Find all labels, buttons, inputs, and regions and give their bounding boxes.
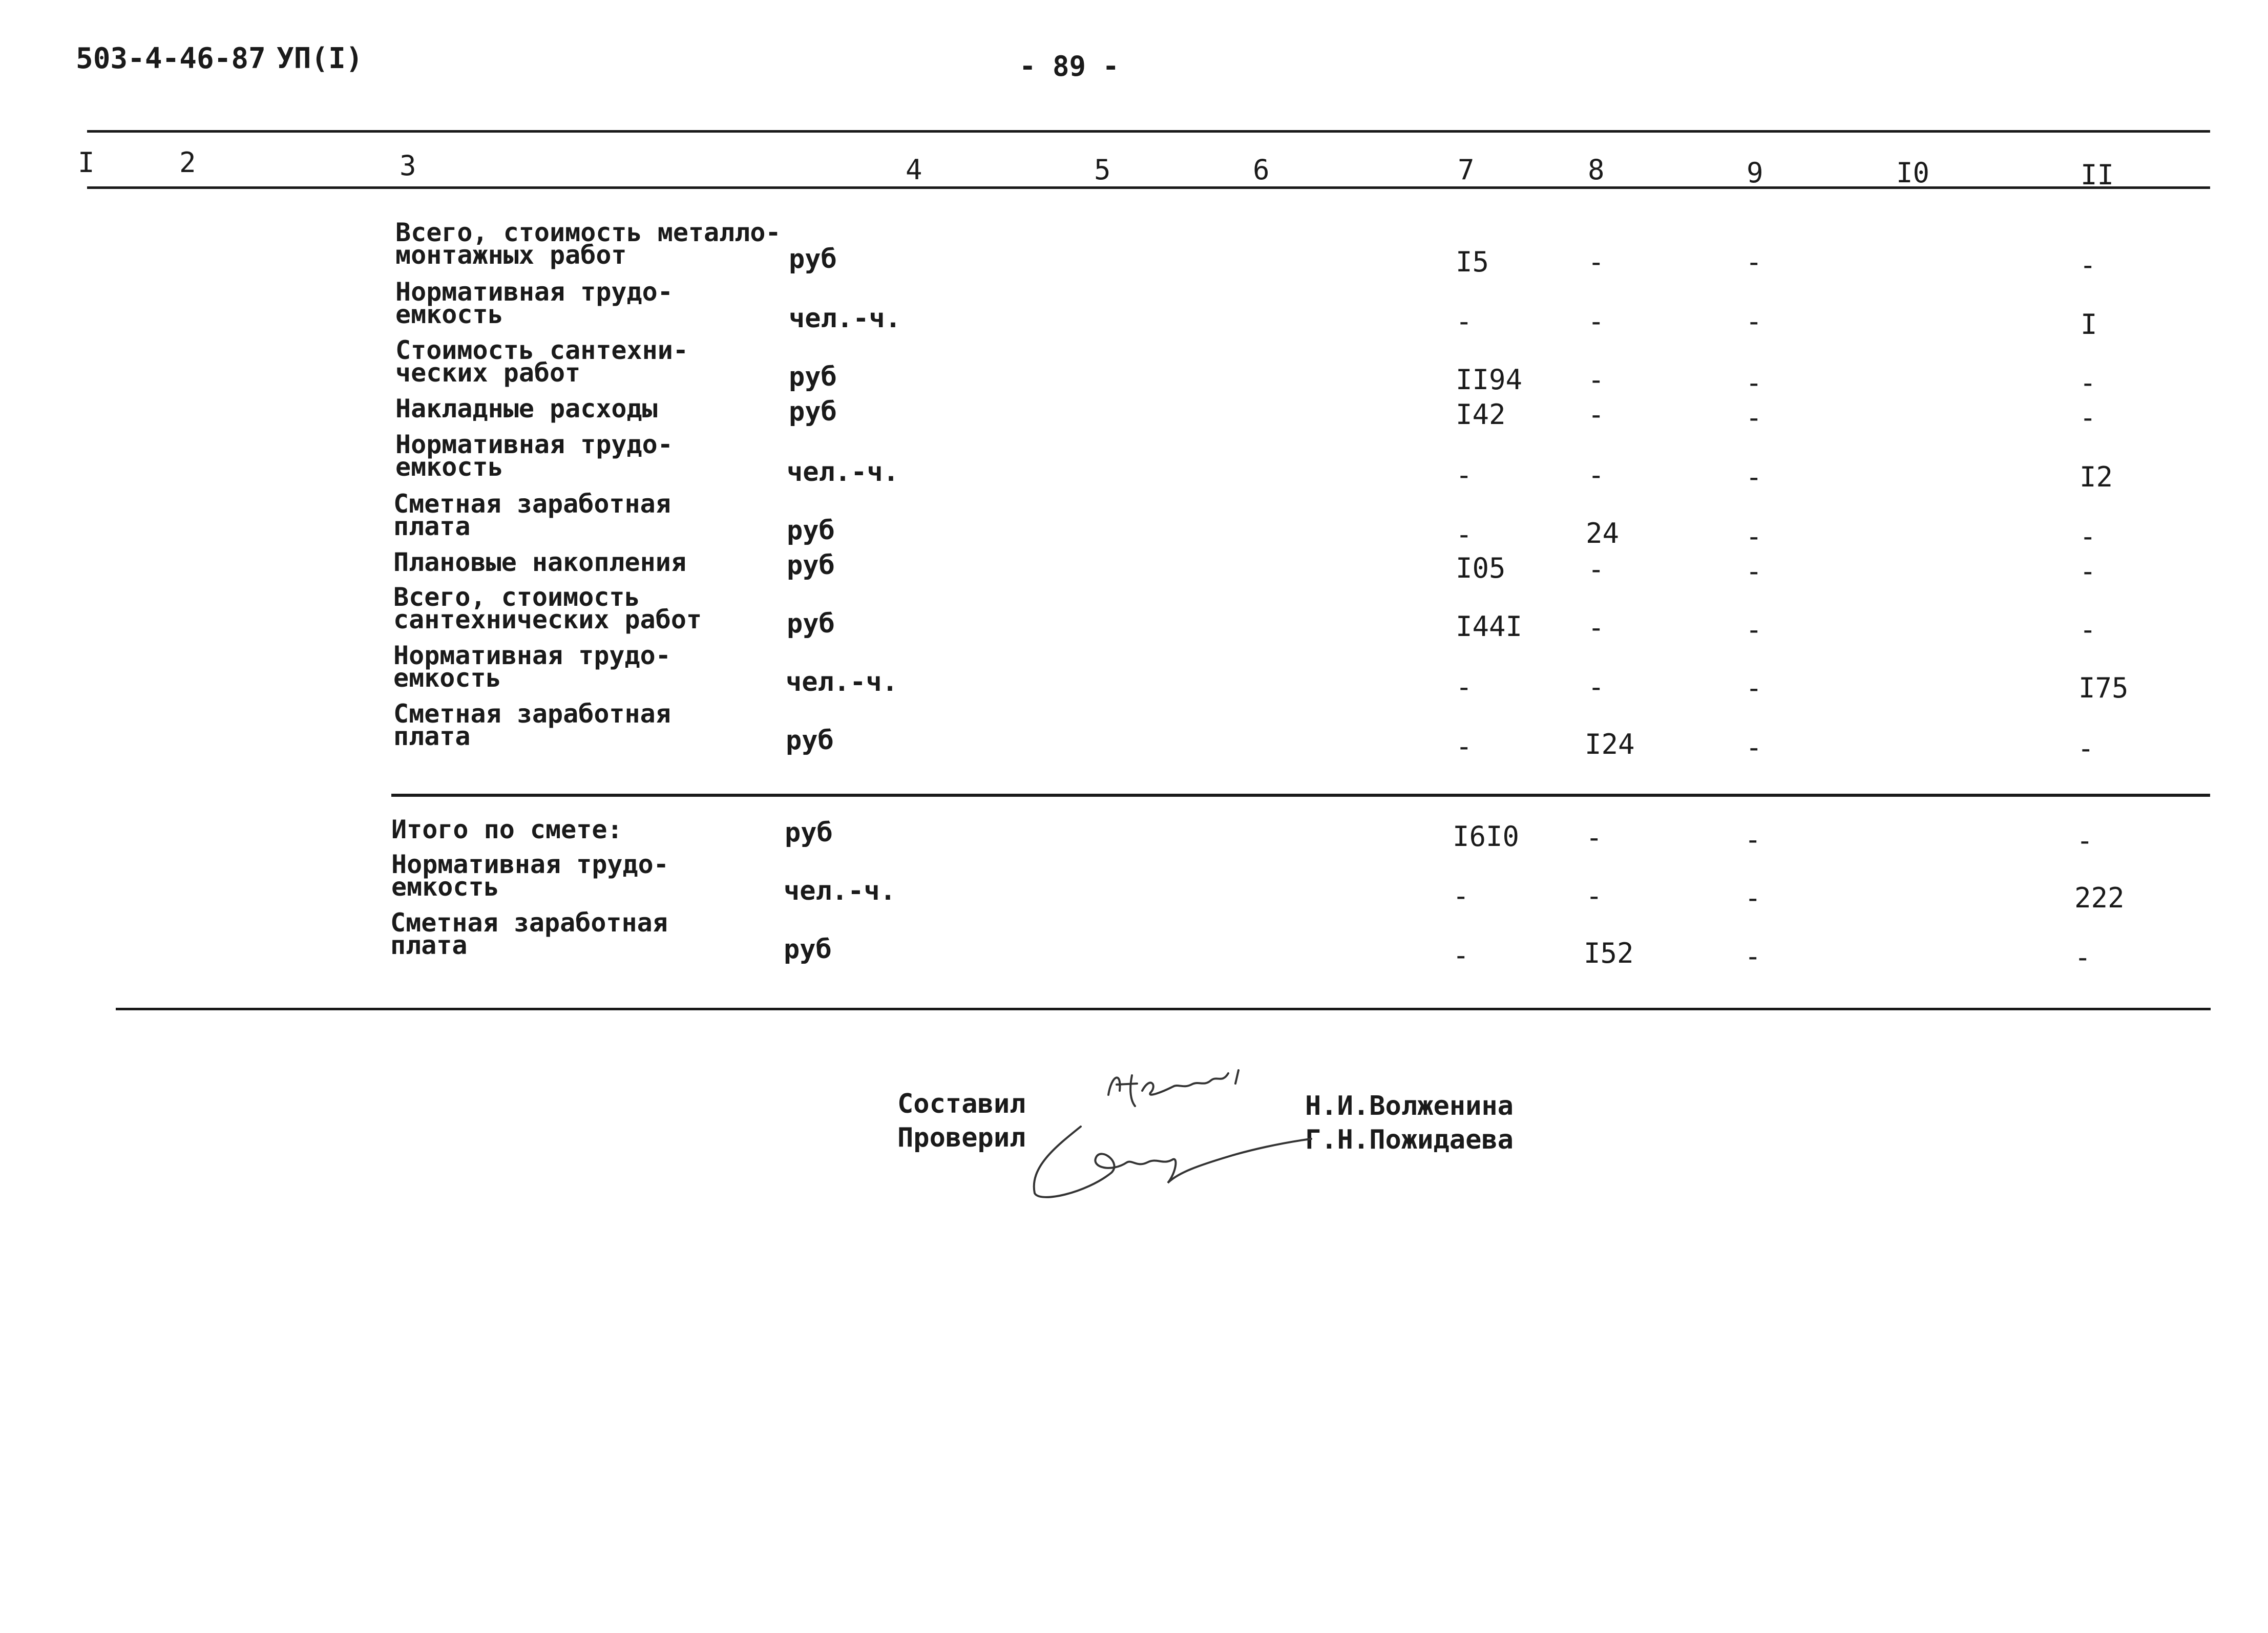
row-col11-value: - — [2080, 520, 2096, 553]
row-col8-value: - — [1588, 671, 1605, 703]
row-col11-value: - — [2077, 732, 2094, 765]
row-description — [393, 699, 671, 751]
row-col8-value: - — [1588, 398, 1605, 431]
row-unit: руб — [787, 608, 835, 639]
column-number-6: 6 — [1253, 154, 1270, 186]
row-col7-value: I44I — [1456, 610, 1523, 643]
row-description-line: Плановые накопления — [393, 547, 686, 577]
row-description — [393, 547, 686, 577]
row-description — [395, 430, 673, 482]
row-description — [393, 641, 671, 693]
row-col9-value: - — [1746, 731, 1762, 764]
row-unit: руб — [789, 362, 837, 392]
compiled-by-name: Н.И.Волженина — [1305, 1091, 1514, 1121]
row-description-line: емкость — [393, 663, 501, 693]
row-col7-value: - — [1456, 459, 1473, 491]
row-col8-value: - — [1588, 364, 1605, 396]
row-unit: руб — [789, 396, 837, 427]
row-col7-value: - — [1456, 730, 1473, 762]
row-col11-value: - — [2080, 249, 2096, 281]
row-col9-value: - — [1746, 305, 1762, 337]
row-col7-value: - — [1456, 305, 1473, 337]
row-description-line: Всего, стоимость металло- — [395, 218, 781, 247]
row-col9-value: - — [1746, 555, 1762, 587]
total-row-description — [391, 815, 623, 844]
row-description-line: емкость — [395, 452, 503, 482]
row-description — [395, 218, 781, 270]
row-col7-value: I42 — [1456, 398, 1506, 431]
total-row-description-line: Нормативная трудо- — [391, 850, 669, 879]
album-code: УП(I) — [277, 42, 363, 75]
row-description — [395, 335, 688, 388]
row-description — [393, 489, 671, 541]
row-col7-value: - — [1456, 671, 1473, 703]
row-col11-value: - — [2080, 367, 2096, 399]
row-unit: чел.-ч. — [789, 303, 901, 334]
row-description-line: сантехнических работ — [393, 605, 702, 634]
row-col7-value: I05 — [1456, 552, 1506, 584]
row-col9-value: - — [1746, 613, 1762, 646]
row-description-line: емкость — [395, 300, 503, 329]
checker-signature — [1024, 1116, 1311, 1219]
total-row-col11-value: - — [2076, 824, 2093, 857]
row-col7-value: I5 — [1456, 246, 1489, 278]
table-top-rule — [87, 130, 2210, 133]
row-description-line: монтажных работ — [395, 240, 627, 270]
column-number-3: 3 — [400, 150, 416, 182]
total-row-col9-value: - — [1745, 823, 1761, 856]
total-row-col8-value: - — [1586, 880, 1603, 912]
column-number-10: I0 — [1896, 157, 1930, 189]
row-description — [393, 582, 702, 634]
totals-separator-rule — [391, 794, 2210, 797]
document-code: 503-4-46-87 — [76, 42, 266, 75]
total-row-unit: руб — [785, 817, 833, 848]
row-description-line: плата — [393, 722, 471, 751]
total-row-col11-value: 222 — [2074, 882, 2125, 914]
row-col8-value: 24 — [1586, 517, 1620, 549]
row-col11-value: I2 — [2080, 461, 2113, 493]
table-header-rule — [87, 186, 2210, 189]
column-number-11: II — [2081, 159, 2114, 191]
row-col11-value: - — [2080, 613, 2096, 646]
row-unit: руб — [787, 550, 835, 581]
total-row-col7-value: - — [1453, 939, 1469, 971]
row-col8-value: - — [1588, 305, 1605, 337]
row-description-line: Стоимость сантехни- — [395, 335, 688, 365]
total-row-col9-value: - — [1745, 940, 1761, 972]
row-description — [395, 277, 673, 329]
row-description — [395, 394, 658, 423]
row-unit: чел.-ч. — [787, 457, 899, 487]
total-row-description-line: емкость — [391, 872, 499, 902]
total-row-description — [391, 850, 669, 902]
row-col8-value: - — [1588, 553, 1605, 585]
row-description-line: Всего, стоимость — [393, 582, 640, 612]
page-number: - 89 - — [1019, 50, 1120, 82]
row-col9-value: - — [1746, 367, 1762, 399]
total-row-unit: руб — [784, 934, 832, 965]
row-col11-value: I — [2081, 308, 2097, 341]
row-unit: руб — [789, 244, 837, 274]
row-col8-value: - — [1588, 611, 1605, 644]
total-row-col7-value: - — [1453, 880, 1469, 912]
column-number-8: 8 — [1588, 154, 1605, 186]
total-row-description — [390, 908, 668, 960]
row-col11-value: - — [2080, 401, 2096, 434]
row-unit: руб — [787, 515, 835, 546]
column-number-5: 5 — [1094, 154, 1111, 186]
row-unit: чел.-ч. — [786, 667, 898, 697]
total-row-description-line: плата — [390, 930, 468, 960]
total-row-col11-value: - — [2074, 941, 2091, 973]
total-row-col7-value: I6I0 — [1453, 820, 1520, 853]
row-description-line: Нормативная трудо- — [393, 641, 671, 670]
total-row-description-line: Итого по смете: — [391, 815, 623, 844]
total-row-col8-value: - — [1586, 821, 1603, 854]
row-col11-value: I75 — [2078, 672, 2129, 704]
column-number-2: 2 — [179, 146, 196, 179]
row-col9-value: - — [1746, 401, 1762, 434]
row-col9-value: - — [1746, 246, 1762, 278]
row-description-line: Нормативная трудо- — [395, 430, 673, 459]
column-number-1: I — [78, 146, 95, 179]
row-col11-value: - — [2080, 555, 2096, 587]
row-col7-value: II94 — [1456, 364, 1523, 396]
column-number-4: 4 — [906, 154, 922, 186]
row-col9-value: - — [1746, 520, 1762, 553]
total-row-col9-value: - — [1745, 882, 1761, 914]
compiled-by-label: Составил — [897, 1089, 1026, 1119]
column-number-9: 9 — [1747, 157, 1763, 189]
row-col8-value: - — [1588, 459, 1605, 491]
row-col8-value: - — [1588, 246, 1605, 278]
row-description-line: Накладные расходы — [395, 394, 658, 423]
total-row-unit: чел.-ч. — [784, 876, 896, 906]
total-row-col8-value: I52 — [1584, 937, 1634, 969]
checked-by-name: Г.Н.Пожидаева — [1305, 1125, 1514, 1155]
row-description-line: ческих работ — [395, 358, 581, 388]
row-col9-value: - — [1746, 461, 1762, 493]
row-description-line: плата — [393, 512, 471, 541]
row-description-line: Нормативная трудо- — [395, 277, 673, 307]
row-unit: руб — [786, 725, 834, 756]
row-description-line: Сметная заработная — [393, 489, 671, 519]
row-col7-value: - — [1456, 518, 1473, 550]
total-row-description-line: Сметная заработная — [390, 908, 668, 938]
row-description-line: Сметная заработная — [393, 699, 671, 729]
table-bottom-rule — [116, 1008, 2211, 1010]
row-col8-value: I24 — [1585, 728, 1635, 760]
compiler-signature — [1101, 1055, 1286, 1127]
checked-by-label: Проверил — [897, 1122, 1026, 1153]
row-col9-value: - — [1746, 672, 1762, 704]
column-number-7: 7 — [1458, 154, 1475, 186]
